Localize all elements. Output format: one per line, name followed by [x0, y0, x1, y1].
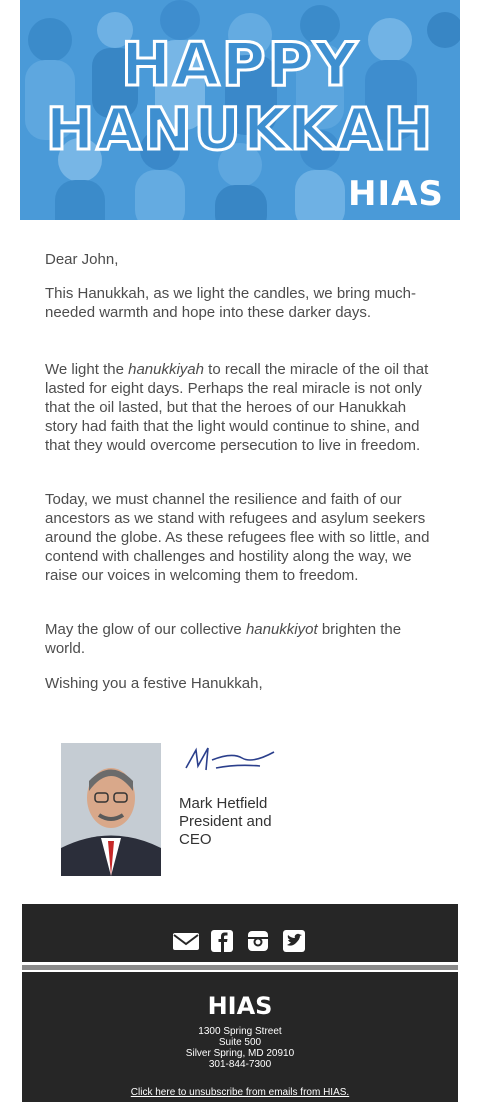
signer-photo [61, 743, 161, 876]
social-bar [22, 904, 458, 962]
twitter-icon[interactable] [280, 929, 308, 953]
greeting: Dear John, [45, 251, 119, 268]
banner-title-line1: HAPPY [120, 30, 360, 100]
footer-divider [22, 965, 458, 970]
signature [182, 742, 278, 781]
signer-name: Mark Hetfield [179, 795, 268, 812]
closing: Wishing you a festive Hanukkah, [45, 675, 263, 692]
facebook-icon[interactable] [208, 929, 236, 953]
email-icon[interactable] [172, 929, 200, 953]
hanukkah-banner [20, 0, 460, 220]
signer-title: President and CEO [179, 813, 272, 848]
signer-block [179, 795, 299, 849]
paragraph-1: This Hanukkah, as we light the candles, we bring much-needed warmth and hope into these darker days. [45, 285, 417, 321]
instagram-icon[interactable] [244, 929, 272, 953]
hias-logo: HIAS [348, 174, 444, 214]
address-line3: Silver Spring, MD 20910 [185, 1048, 295, 1059]
address-line1: 1300 Spring Street [198, 1026, 282, 1037]
unsubscribe-link[interactable]: Click here to unsubscribe from emails from HIAS. [130, 1087, 350, 1098]
phone-number: 301-844-7300 [208, 1059, 272, 1070]
address-block [22, 1026, 458, 1070]
footer-hias-logo[interactable]: HIAS [207, 992, 273, 1020]
footer [22, 972, 458, 1102]
paragraph-4: May the glow of our collective hanukkiyot brighten the world. [45, 621, 402, 657]
banner-title-line2: HANUKKAH [45, 95, 435, 163]
address-line2: Suite 500 [218, 1037, 262, 1048]
paragraph-2: We light the hanukkiyah to recall the miracle of the oil that lasted for eight days. Perhaps the real miracle is not only that the oil lasted, but that the heroes of our Hanukkah story had faith that the light would continue to shine, and that they would overcome persecution to live in freedom. [45, 361, 429, 454]
paragraph-3: Today, we must channel the resilience and faith of our ancestors as we stand with refugees and asylum seekers around the globe. As these refugees flee with so little, and contend with challenges and hostility along the way, we raise our voices in welcoming them to freedom. [45, 491, 430, 584]
